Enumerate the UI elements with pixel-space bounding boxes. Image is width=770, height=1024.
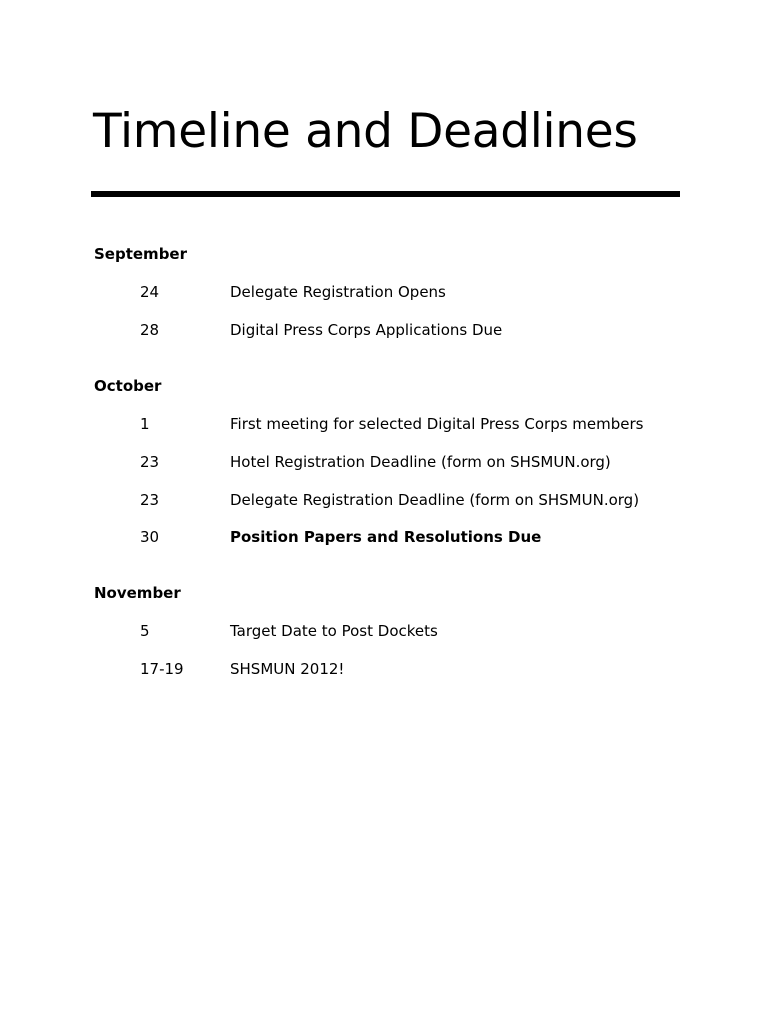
timeline-row xyxy=(0,526,770,548)
event-day: 30 xyxy=(140,528,160,546)
event-day: 5 xyxy=(140,622,150,640)
event-description: Digital Press Corps Applications Due xyxy=(230,321,503,339)
event-day: 23 xyxy=(140,491,160,509)
timeline-row xyxy=(0,413,770,435)
event-description: First meeting for selected Digital Press Corps members xyxy=(230,415,644,433)
timeline-row xyxy=(0,319,770,341)
month-heading-november: November xyxy=(94,584,181,602)
event-day: 17-19 xyxy=(140,660,184,678)
event-description: Delegate Registration Deadline (form on SHSMUN.org) xyxy=(230,491,640,509)
month-heading-september: September xyxy=(94,245,187,263)
event-day: 1 xyxy=(140,415,150,433)
event-description: Target Date to Post Dockets xyxy=(230,622,438,640)
title-divider xyxy=(91,191,680,197)
event-description-emphasized: Position Papers and Resolutions Due xyxy=(230,528,542,546)
event-description: SHSMUN 2012! xyxy=(230,660,345,678)
timeline-row xyxy=(0,489,770,511)
event-description: Hotel Registration Deadline (form on SHSMUN.org) xyxy=(230,453,611,471)
event-description: Delegate Registration Opens xyxy=(230,283,446,301)
timeline-row xyxy=(0,658,770,680)
event-day: 24 xyxy=(140,283,160,301)
event-day: 28 xyxy=(140,321,160,339)
page-title: Timeline and Deadlines xyxy=(93,104,638,159)
timeline-row xyxy=(0,281,770,303)
timeline-row xyxy=(0,451,770,473)
month-heading-october: October xyxy=(94,377,162,395)
event-day: 23 xyxy=(140,453,160,471)
timeline-row xyxy=(0,620,770,642)
